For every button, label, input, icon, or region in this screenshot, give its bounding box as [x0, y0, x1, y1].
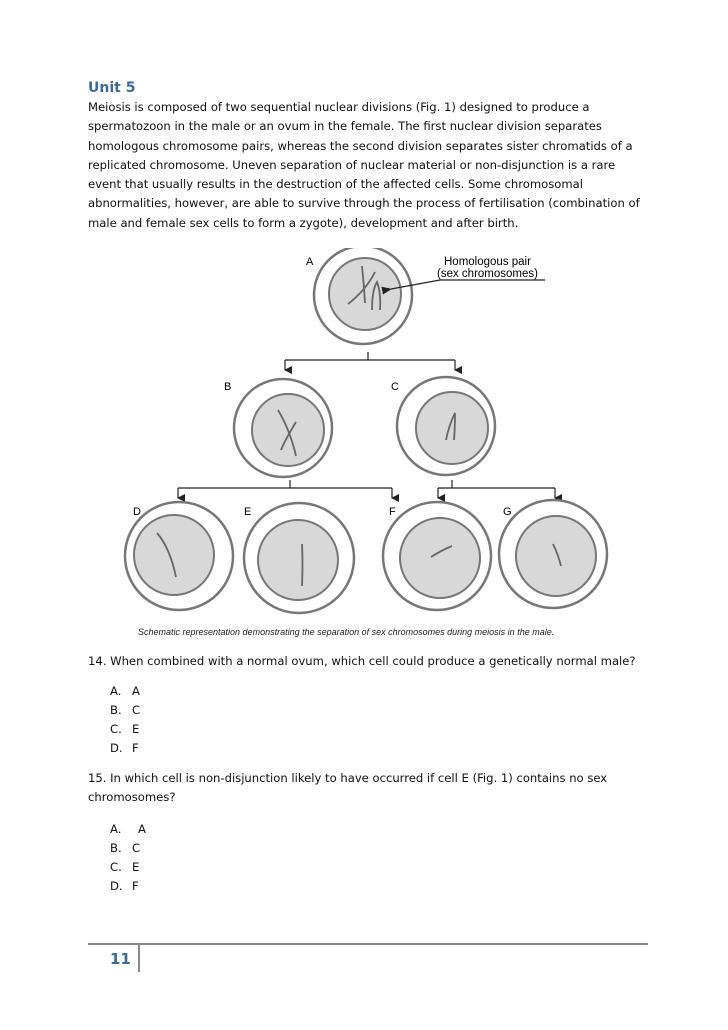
q15-option-c[interactable]: C. E [110, 860, 140, 874]
q15-options [110, 820, 146, 896]
footer-divider [138, 944, 140, 972]
cell-e [244, 503, 354, 613]
label-f: F [389, 506, 396, 518]
label-c: C [391, 381, 399, 393]
label-d: D [133, 506, 141, 518]
q15-option-b[interactable]: B. C [110, 841, 141, 855]
q14-option-a[interactable]: A. A [110, 684, 140, 698]
figure-caption: Schematic representation demonstrating the separation of sex chromosomes during meiosis in the male. [138, 627, 555, 637]
label-g: G [503, 506, 512, 518]
cell-f [383, 502, 491, 610]
page-number: 11 [110, 950, 131, 968]
footer-rule [88, 943, 648, 945]
annotation-line2: (sex chromosomes) [437, 268, 538, 280]
cell-b [234, 379, 332, 477]
q15-option-a[interactable]: A. A [110, 822, 146, 836]
cell-c [397, 377, 495, 475]
meiosis-diagram [0, 248, 728, 628]
cell-a [314, 248, 412, 344]
cell-d [125, 502, 233, 610]
label-a: A [306, 256, 314, 268]
label-e: E [244, 506, 252, 518]
question-14: 14. When combined with a normal ovum, which cell could produce a genetically normal male? [88, 654, 636, 668]
q14-option-c[interactable]: C. E [110, 722, 140, 736]
label-b: B [224, 381, 232, 393]
annotation-line1: Homologous pair [444, 256, 531, 268]
unit-title: Unit 5 [88, 80, 136, 96]
q14-option-d[interactable]: D. F [110, 741, 139, 755]
q14-option-b[interactable]: B. C [110, 703, 141, 717]
q14-options [110, 682, 140, 758]
question-15: 15. In which cell is non-disjunction likely to have occurred if cell E (Fig. 1) contains no sex chromosomes? [88, 771, 608, 804]
cell-g [499, 500, 607, 608]
annotation-arrow [391, 280, 545, 289]
q15-option-d[interactable]: D. F [110, 879, 139, 893]
intro-paragraph: Meiosis is composed of two sequential nuclear divisions (Fig. 1) designed to produce a spermatozoon in the male or an ovum in the female. The first nuclear division separates homologous chromosome pairs, whereas the second division separates sister chromatids of a replicated chromosome. Uneven separation of nuclear material or non-disjunction is a rare event that usually results in the destruction of the affected cells. Some chromosomal abnormalities, however, are able to survive through the process of fertilisation (combination of male and female sex cells to form a zygote), development and after birth. [88, 100, 640, 230]
